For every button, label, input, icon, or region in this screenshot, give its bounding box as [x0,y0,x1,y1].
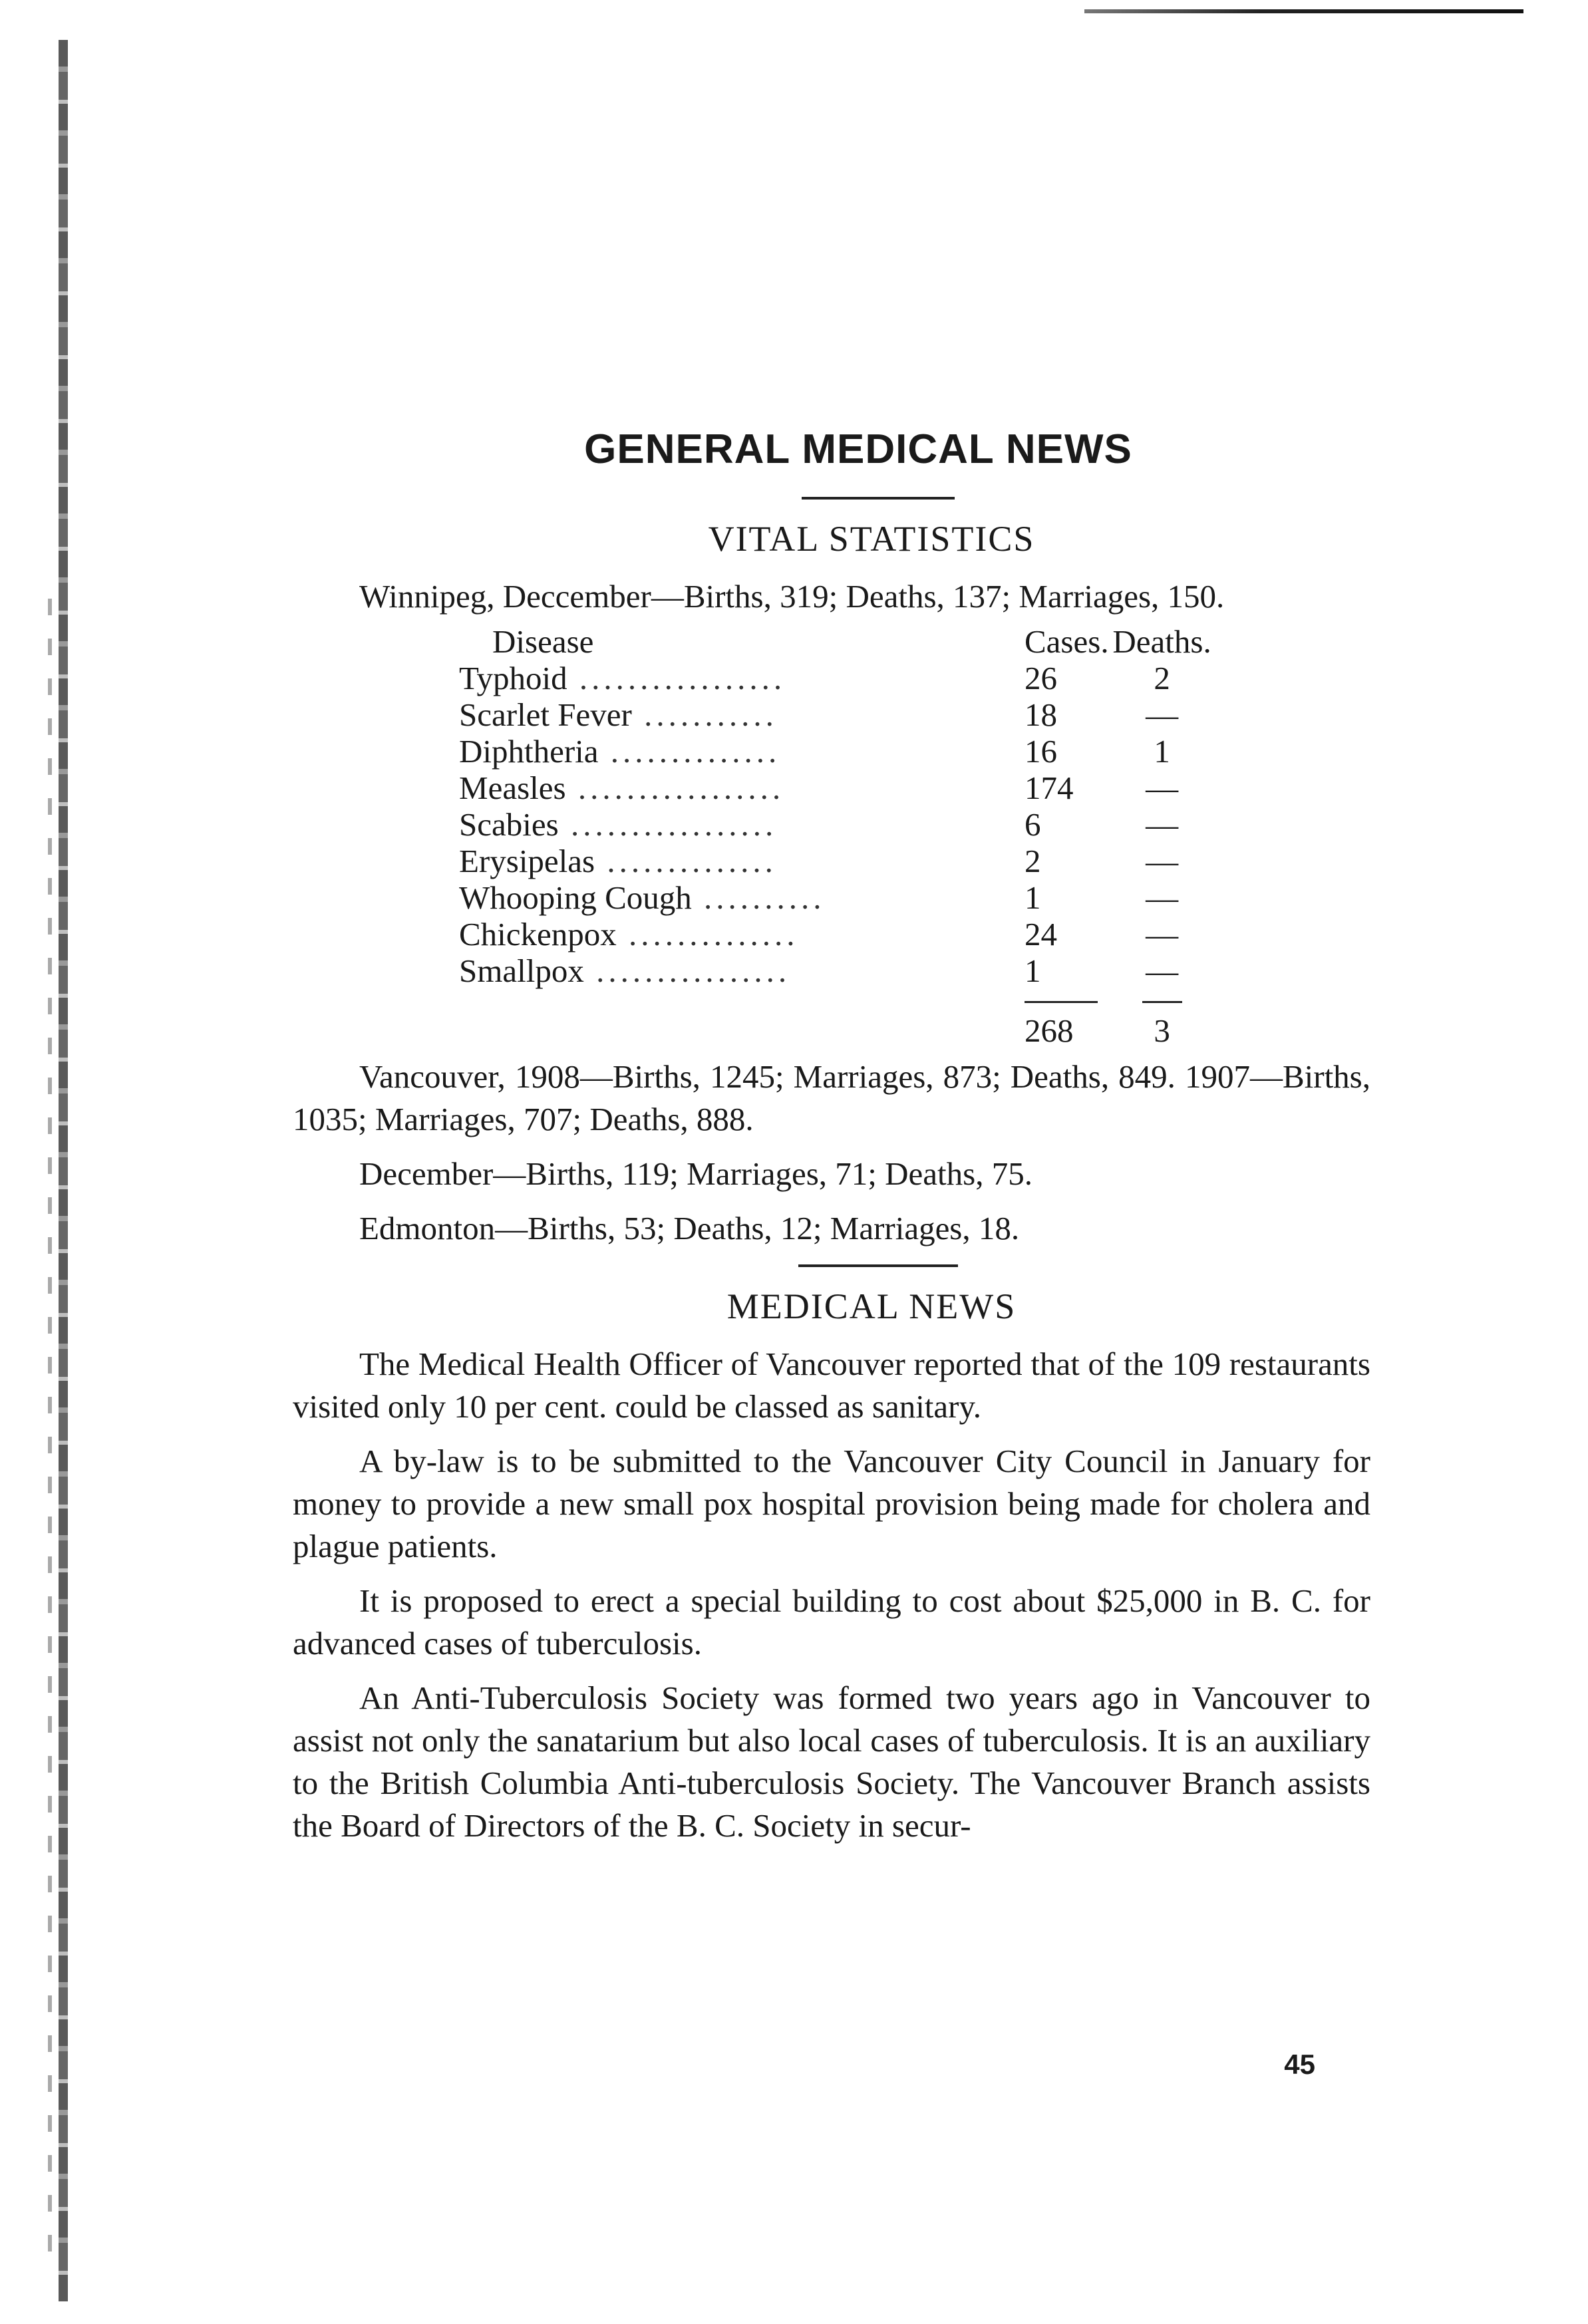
table-row [459,879,1215,916]
disease-deaths: — [1146,879,1179,916]
disease-deaths: 2 [1154,660,1170,696]
table-row [459,733,1215,770]
header-disease: Disease [492,623,594,660]
disease-name [459,916,1025,952]
scan-binding-shadow [48,599,52,2261]
table-row [459,843,1215,879]
disease-deaths: — [1146,696,1179,733]
disease-cases: 26 [1025,660,1057,696]
dot-leader: ................ [583,952,791,989]
disease-deaths: — [1146,806,1179,843]
disease-name [459,806,1025,843]
disease-cases: 18 [1025,696,1057,733]
disease-name-text: Diphtheria [459,733,599,770]
dot-leader: ................. [565,770,785,806]
table-row [459,952,1215,989]
disease-name-text: Smallpox [459,952,584,989]
disease-cases: 174 [1025,770,1074,806]
dot-leader: ................. [567,660,786,696]
dot-leader: .......... [691,879,826,916]
disease-name [459,952,1025,989]
section-title-medical-news: MEDICAL NEWS [726,1286,1017,1326]
disease-name [459,879,1025,916]
disease-name-text: Erysipelas [459,843,595,879]
disease-name-text: Scabies [459,806,559,843]
total-cases: 268 [1025,1001,1098,1049]
section-title-vital-statistics: VITAL STATISTICS [708,519,1035,559]
section-divider [798,1264,958,1267]
disease-rows [459,660,1215,989]
scan-top-rule [1084,9,1523,13]
table-row [459,660,1215,696]
vancouver-december: December—Births, 119; Marriages, 71; Deaths, 75. [359,1155,1032,1192]
news-paragraph-1: The Medical Health Officer of Vancouver reported that of the 109 restaurants visited only 10 per cent. could be classed as sanitary. [293,1346,1370,1425]
dot-leader: .............. [595,843,777,879]
scan-binding-edge [59,40,68,2301]
disease-name [459,660,1025,696]
total-deaths: 3 [1142,1001,1182,1049]
disease-deaths: — [1146,770,1179,806]
dot-leader: ................. [558,806,778,843]
disease-deaths: — [1146,952,1179,989]
table-row [459,806,1215,843]
disease-name-text: Whooping Cough [459,879,692,916]
disease-cases: 6 [1025,806,1041,843]
winnipeg-summary: Winnipeg, Deccember—Births, 319; Deaths, 137; Marriages, 150. [359,578,1225,615]
document-page [293,426,1370,1847]
disease-cases: 1 [1025,952,1041,989]
news-paragraph-2: A by-law is to be submitted to the Vancouver City Council in January for money to provide a new small pox hospital provision being made for cholera and plague patients. [293,1443,1370,1564]
edmonton-summary: Edmonton—Births, 53; Deaths, 12; Marriages, 18. [359,1210,1020,1246]
disease-name [459,696,1025,733]
news-paragraph-4: An Anti-Tuberculosis Society was formed two years ago in Vancouver to assist not only the sanatarium but also local cases of tuberculosis. It is an auxiliary to the British Columbia Anti-tuberculosis Society. The Vancouver Branch assists the Board of Directors of the B. C. Society in secur- [293,1679,1370,1844]
disease-cases: 16 [1025,733,1057,770]
header-deaths: Deaths. [1112,623,1211,660]
disease-table [459,623,1215,1049]
table-row [459,770,1215,806]
dot-leader: ........... [631,696,778,733]
totals-spacer [459,989,1025,1049]
disease-name [459,733,1025,770]
title-divider [802,497,955,500]
dot-leader: .............. [598,733,781,770]
disease-cases: 1 [1025,879,1041,916]
header-cases: Cases. [1025,623,1109,660]
disease-name [459,770,1025,806]
disease-deaths: 1 [1154,733,1170,770]
disease-name-text: Scarlet Fever [459,696,632,733]
disease-name-text: Measles [459,770,566,806]
table-row [459,916,1215,952]
disease-cases: 2 [1025,843,1041,879]
page-number: 45 [1284,2049,1315,2080]
news-paragraph-3: It is proposed to erect a special building to cost about $25,000 in B. C. for advanced cases of tuberculosis. [293,1582,1370,1662]
dot-leader: .............. [616,916,799,952]
totals-row [459,989,1215,1049]
disease-name-text: Typhoid [459,660,567,696]
page-title: GENERAL MEDICAL NEWS [584,426,1132,472]
disease-name [459,843,1025,879]
disease-cases: 24 [1025,916,1057,952]
vancouver-annual: Vancouver, 1908—Births, 1245; Marriages, 873; Deaths, 849. 1907—Births, 1035; Marriages, 707; Deaths, 888. [293,1058,1370,1137]
table-header-row [459,623,1215,660]
disease-deaths: — [1146,843,1179,879]
disease-deaths: — [1146,916,1179,952]
table-row [459,696,1215,733]
disease-name-text: Chickenpox [459,916,617,952]
